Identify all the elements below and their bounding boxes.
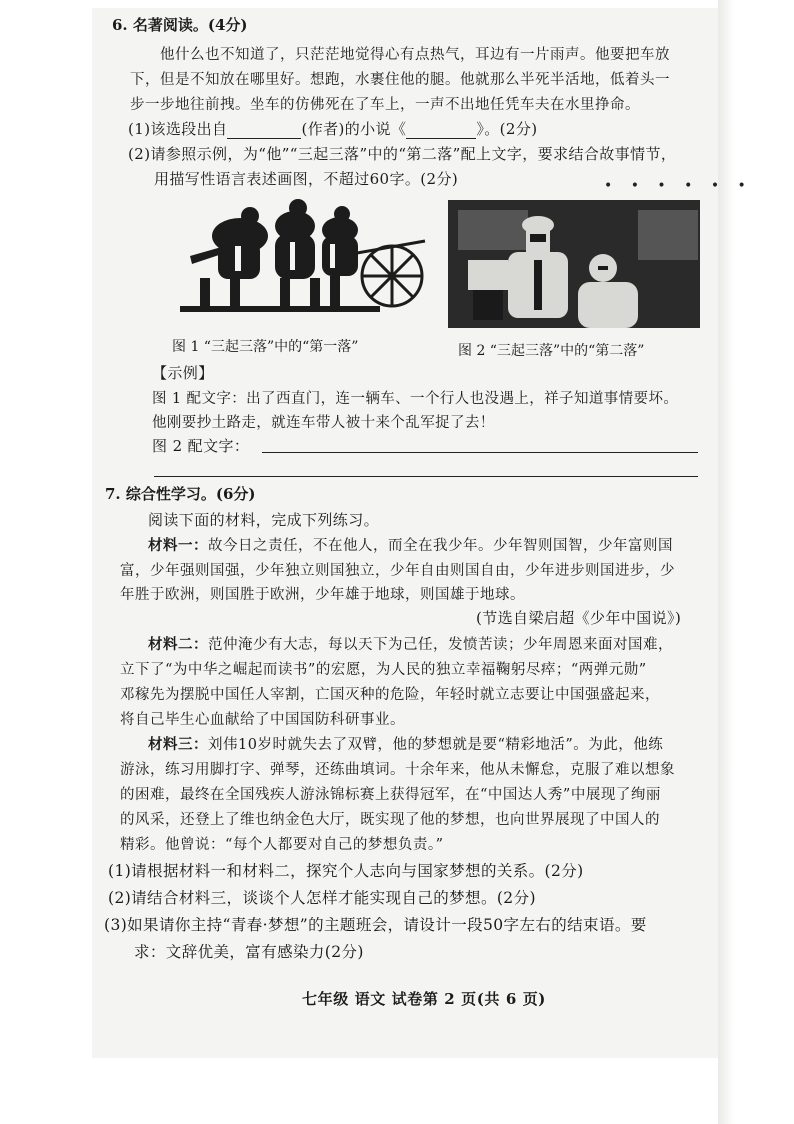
material-3-label: 材料三：	[148, 736, 208, 753]
q7-question-3-line-2: 求：文辞优美，富有感染力(2分)	[134, 943, 364, 961]
q7-intro: 阅读下面的材料，完成下列练习。	[148, 511, 380, 529]
q6-passage-line-3: 步一步地往前拽。坐车的仿佛死在了车上，一声不出地任凭车夫在水里挣命。	[130, 97, 640, 113]
example-line-2: 他刚要抄土路走，就连车带人被十来个乱军捉了去！	[152, 415, 495, 431]
q6-sub1-mid: (作者)的小说《	[301, 120, 407, 138]
q6-passage-line-2: 下，但是不知放在哪里好。想跑，水裹住他的腿。他就那么半死半活地，低着头一	[130, 72, 670, 88]
figure-2-answer-line-2[interactable]	[154, 476, 698, 477]
figure-2-label: 图 2 配文字：	[152, 437, 250, 455]
material-3-first-line	[148, 733, 663, 754]
material-1-line-2: 富，少年强则国强，少年独立则国独立，少年自由则国自由，少年进步则国进步，少	[120, 563, 675, 579]
q6-passage-line-1: 他什么也不知道了，只茫茫地觉得心有点热气，耳边有一片雨声。他要把车放	[160, 47, 670, 63]
figure-2-caption: 图 2 “三起三落”中的“第二落”	[458, 343, 645, 359]
q7-question-3-line-1: (3)如果请你主持“青春·梦想”的主题班会，请设计一段50字左右的结束语。要	[104, 916, 647, 934]
material-2-label: 材料二：	[148, 636, 208, 653]
q6-sub1-suffix: 》。(2分)	[476, 120, 538, 138]
example-line-1: 图 1 配文字：出了西直门，连一辆车、一个行人也没遇上，祥子知道事情要坏。	[152, 391, 679, 407]
material-2-text: 范仲淹少有大志，每以天下为己任，发愤苦读；少年周恩来面对国难，	[208, 637, 673, 653]
q7-question-1: (1)请根据材料一和材料二，探究个人志向与国家梦想的关系。(2分)	[108, 862, 584, 880]
material-2-line-2: 立下了“为中华之崛起而读书”的宏愿，为人民的独立幸福鞠躬尽瘁；“两弹元勋”	[120, 662, 647, 678]
q7-title: 7. 综合性学习。(6分)	[105, 485, 256, 503]
figure-2-image	[448, 200, 700, 328]
q7-question-2: (2)请结合材料三，谈谈个人怎样才能实现自己的梦想。(2分)	[108, 889, 536, 907]
figure-2-drawing	[448, 200, 700, 328]
figure-1-image	[180, 196, 430, 318]
material-3-line-2: 游泳，练习用脚打字、弹琴，还练曲填词。十余年来，他从未懈怠，克服了难以想象	[120, 762, 675, 778]
material-3-line-5: 精彩。他曾说：“每个人都要对自己的梦想负责。”	[120, 837, 444, 853]
material-1-text: 故今日之责任，不在他人，而全在我少年。少年智则国智，少年富则国	[208, 538, 673, 554]
q6-sub1-prefix: (1)该选段出自	[128, 120, 228, 138]
material-3-text: 刘伟10岁时就失去了双臂，他的梦想就是要“精彩地活”。为此，他练	[208, 737, 664, 753]
emphasis-dots: • • • • • •	[604, 178, 753, 194]
q6-sub2-line-1: (2)请参照示例，为“他”“三起三落”中的“第二落”配上文字，要求结合故事情节，	[128, 145, 677, 163]
figure-1-drawing	[180, 196, 430, 318]
q6-sub1	[128, 118, 538, 139]
material-2-line-4: 将自己毕生心血献给了中国国防科研事业。	[120, 712, 405, 728]
novel-answer-blank[interactable]	[406, 122, 476, 139]
material-1-first-line	[148, 534, 673, 555]
material-2-line-3: 邓稼先为摆脱中国任人宰割，亡国灭种的危险，年轻时就立志要让中国强盛起来，	[120, 687, 660, 703]
q6-sub2-line-2: 用描写性语言表述画图，不超过60字。(2分)	[154, 170, 459, 188]
page-footer: 七年级 语文 试卷第 2 页(共 6 页)	[302, 990, 547, 1008]
figure-2-answer-line-1[interactable]	[262, 452, 698, 453]
material-1-source: (节选自梁启超《少年中国说》)	[476, 609, 682, 627]
material-3-line-3: 的困难，最终在全国残疾人游泳锦标赛上获得冠军，在“中国达人秀”中展现了绚丽	[120, 787, 661, 803]
material-3-line-4: 的风采，还登上了维也纳金色大厅，既实现了他的梦想，也向世界展现了中国人的	[120, 812, 660, 828]
material-1-label: 材料一：	[148, 537, 208, 554]
example-heading: 【示例】	[152, 364, 214, 382]
material-1-line-3: 年胜于欧洲，则国胜于欧洲，少年雄于地球，则国雄于地球。	[120, 587, 525, 603]
figure-1-caption: 图 1 “三起三落”中的“第一落”	[172, 339, 359, 355]
page-edge	[718, 0, 734, 1124]
author-answer-blank[interactable]	[227, 122, 301, 139]
q6-title: 6. 名著阅读。(4分)	[112, 16, 248, 34]
material-2-first-line	[148, 633, 673, 654]
